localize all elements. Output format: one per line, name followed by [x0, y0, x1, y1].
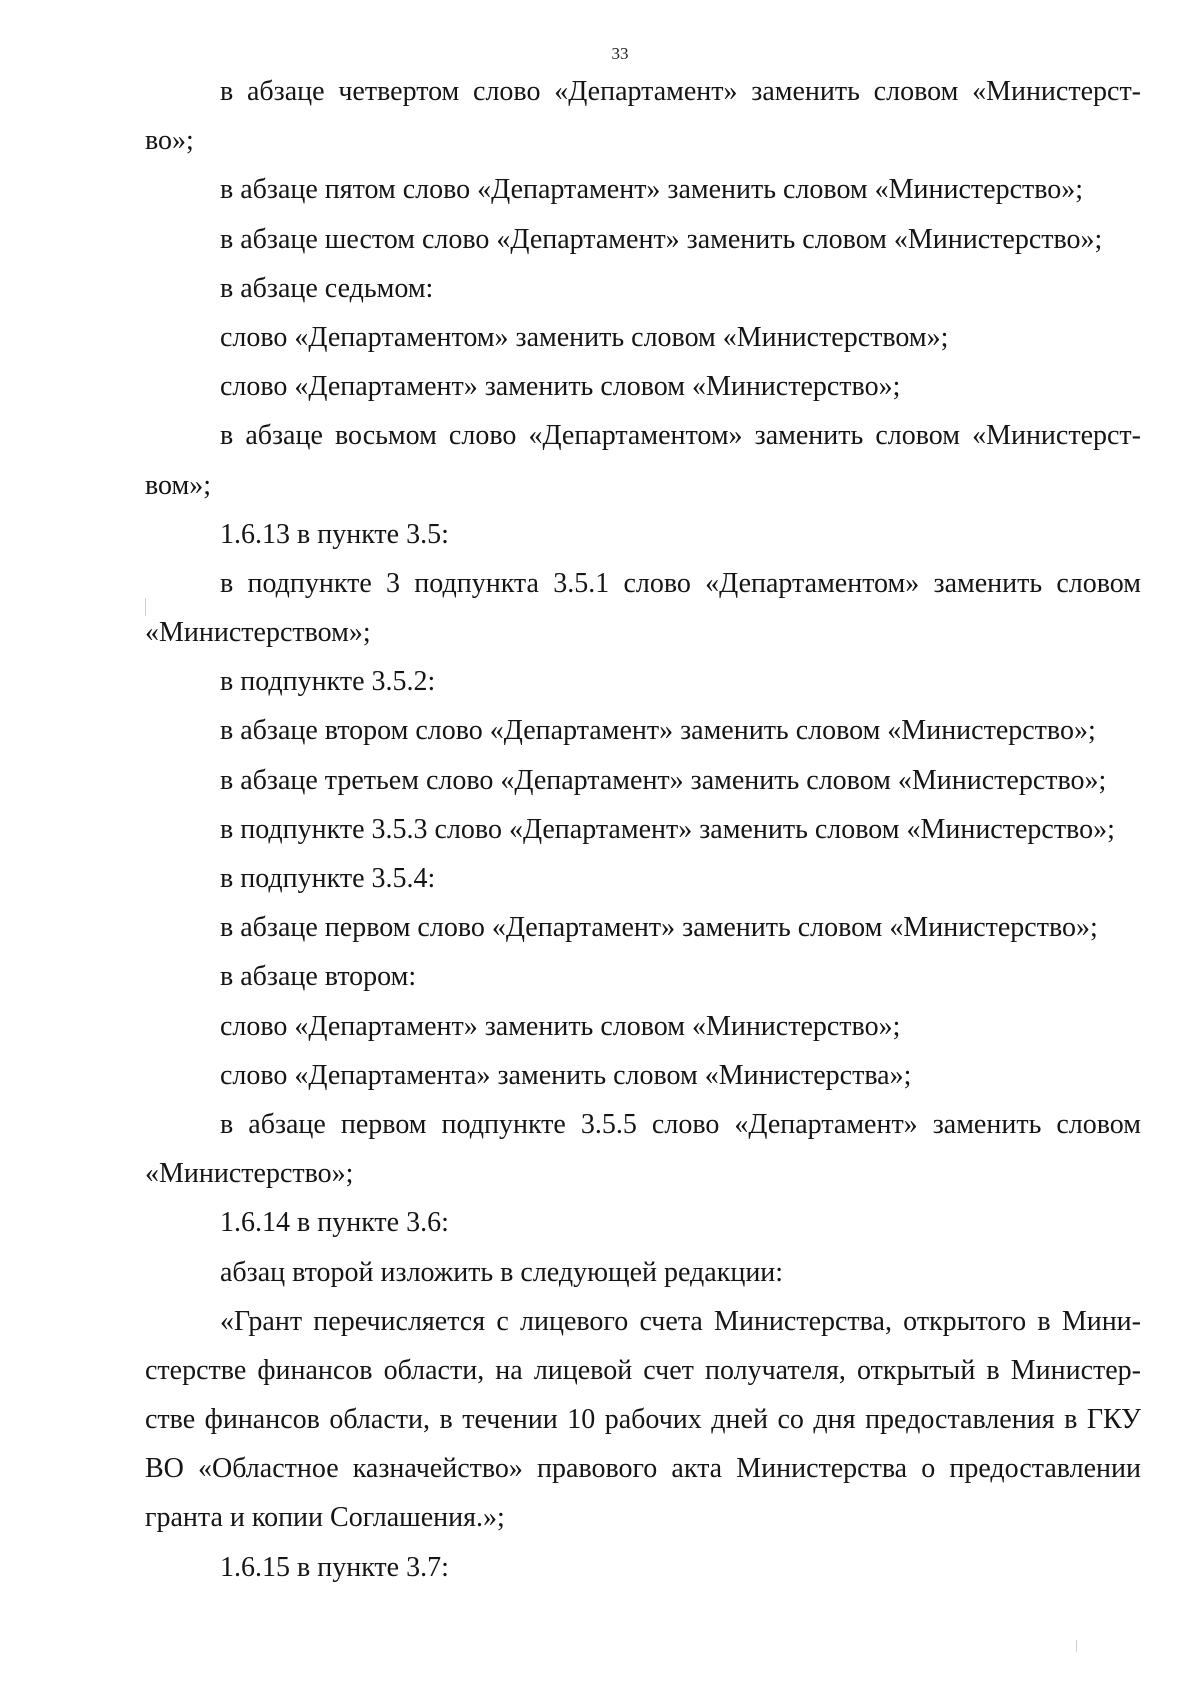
paragraph-line: «Министерство»; — [145, 1158, 354, 1190]
paragraph-line: в абзаце восьмом слово «Департаментом» заменить словом «Министерст- — [220, 420, 1141, 452]
paragraph-line: слово «Департаментом» заменить словом «Министерством»; — [220, 321, 949, 353]
paragraph-line: в подпункте 3.5.2: — [220, 666, 436, 698]
paragraph-line: абзац второй изложить в следующей редакции: — [220, 1256, 784, 1288]
paragraph-line: вом»; — [145, 469, 211, 501]
paragraph-line: в абзаце шестом слово «Департамент» заменить словом «Министерство»; — [220, 223, 1103, 255]
quoted-paragraph-line: стве финансов области, в течении 10 рабочих дней со дня предоставления в ГКУ — [145, 1404, 1141, 1436]
quoted-paragraph-line: «Грант перечисляется с лицевого счета Министерства, открытого в Мини- — [220, 1305, 1141, 1337]
quoted-paragraph-line: стерстве финансов области, на лицевой счет получателя, открытый в Министер- — [145, 1354, 1141, 1386]
paragraph-line: в подпункте 3 подпункта 3.5.1 слово «Департаментом» заменить словом — [220, 567, 1141, 599]
paragraph-line: в подпункте 3.5.3 слово «Департамент» заменить словом «Министерство»; — [220, 813, 1115, 845]
paragraph-line: в абзаце пятом слово «Департамент» заменить словом «Министерство»; — [220, 174, 1084, 206]
paragraph-line: в абзаце седьмом: — [220, 272, 434, 304]
document-body — [145, 67, 1141, 1592]
paragraph-line: в абзаце четвертом слово «Департамент» заменить словом «Министерст- — [220, 76, 1141, 107]
paragraph-line: во»; — [145, 125, 194, 157]
quoted-paragraph-line: гранта и копии Соглашения.»; — [145, 1502, 505, 1534]
paragraph-line: в абзаце первом подпункте 3.5.5 слово «Департамент» заменить словом — [220, 1108, 1141, 1140]
section-heading: 1.6.13 в пункте 3.5: — [220, 518, 449, 550]
scan-artifact — [1076, 1640, 1077, 1652]
paragraph-line: «Министерством»; — [145, 617, 371, 649]
paragraph-line: слово «Департамент» заменить словом «Министерство»; — [220, 371, 901, 403]
paragraph-line: слово «Департамент» заменить словом «Министерство»; — [220, 1010, 901, 1042]
paragraph-line: в абзаце третьем слово «Департамент» заменить словом «Министерство»; — [220, 764, 1107, 796]
paragraph-line: в подпункте 3.5.4: — [220, 863, 436, 894]
paragraph-line: слово «Департамента» заменить словом «Министерства»; — [220, 1059, 912, 1091]
paragraph-line: в абзаце втором слово «Департамент» заменить словом «Министерство»; — [220, 715, 1096, 747]
paragraph-line: в абзаце втором: — [220, 961, 417, 993]
page-number: 33 — [611, 44, 629, 63]
scan-artifact — [145, 598, 146, 616]
section-heading: 1.6.14 в пункте 3.6: — [220, 1207, 449, 1239]
section-heading: 1.6.15 в пункте 3.7: — [220, 1551, 449, 1583]
paragraph-line: в абзаце первом слово «Департамент» заменить словом «Министерство»; — [220, 912, 1098, 944]
quoted-paragraph-line: ВО «Областное казначейство» правового акта Министерства о предоставлении — [145, 1453, 1141, 1485]
